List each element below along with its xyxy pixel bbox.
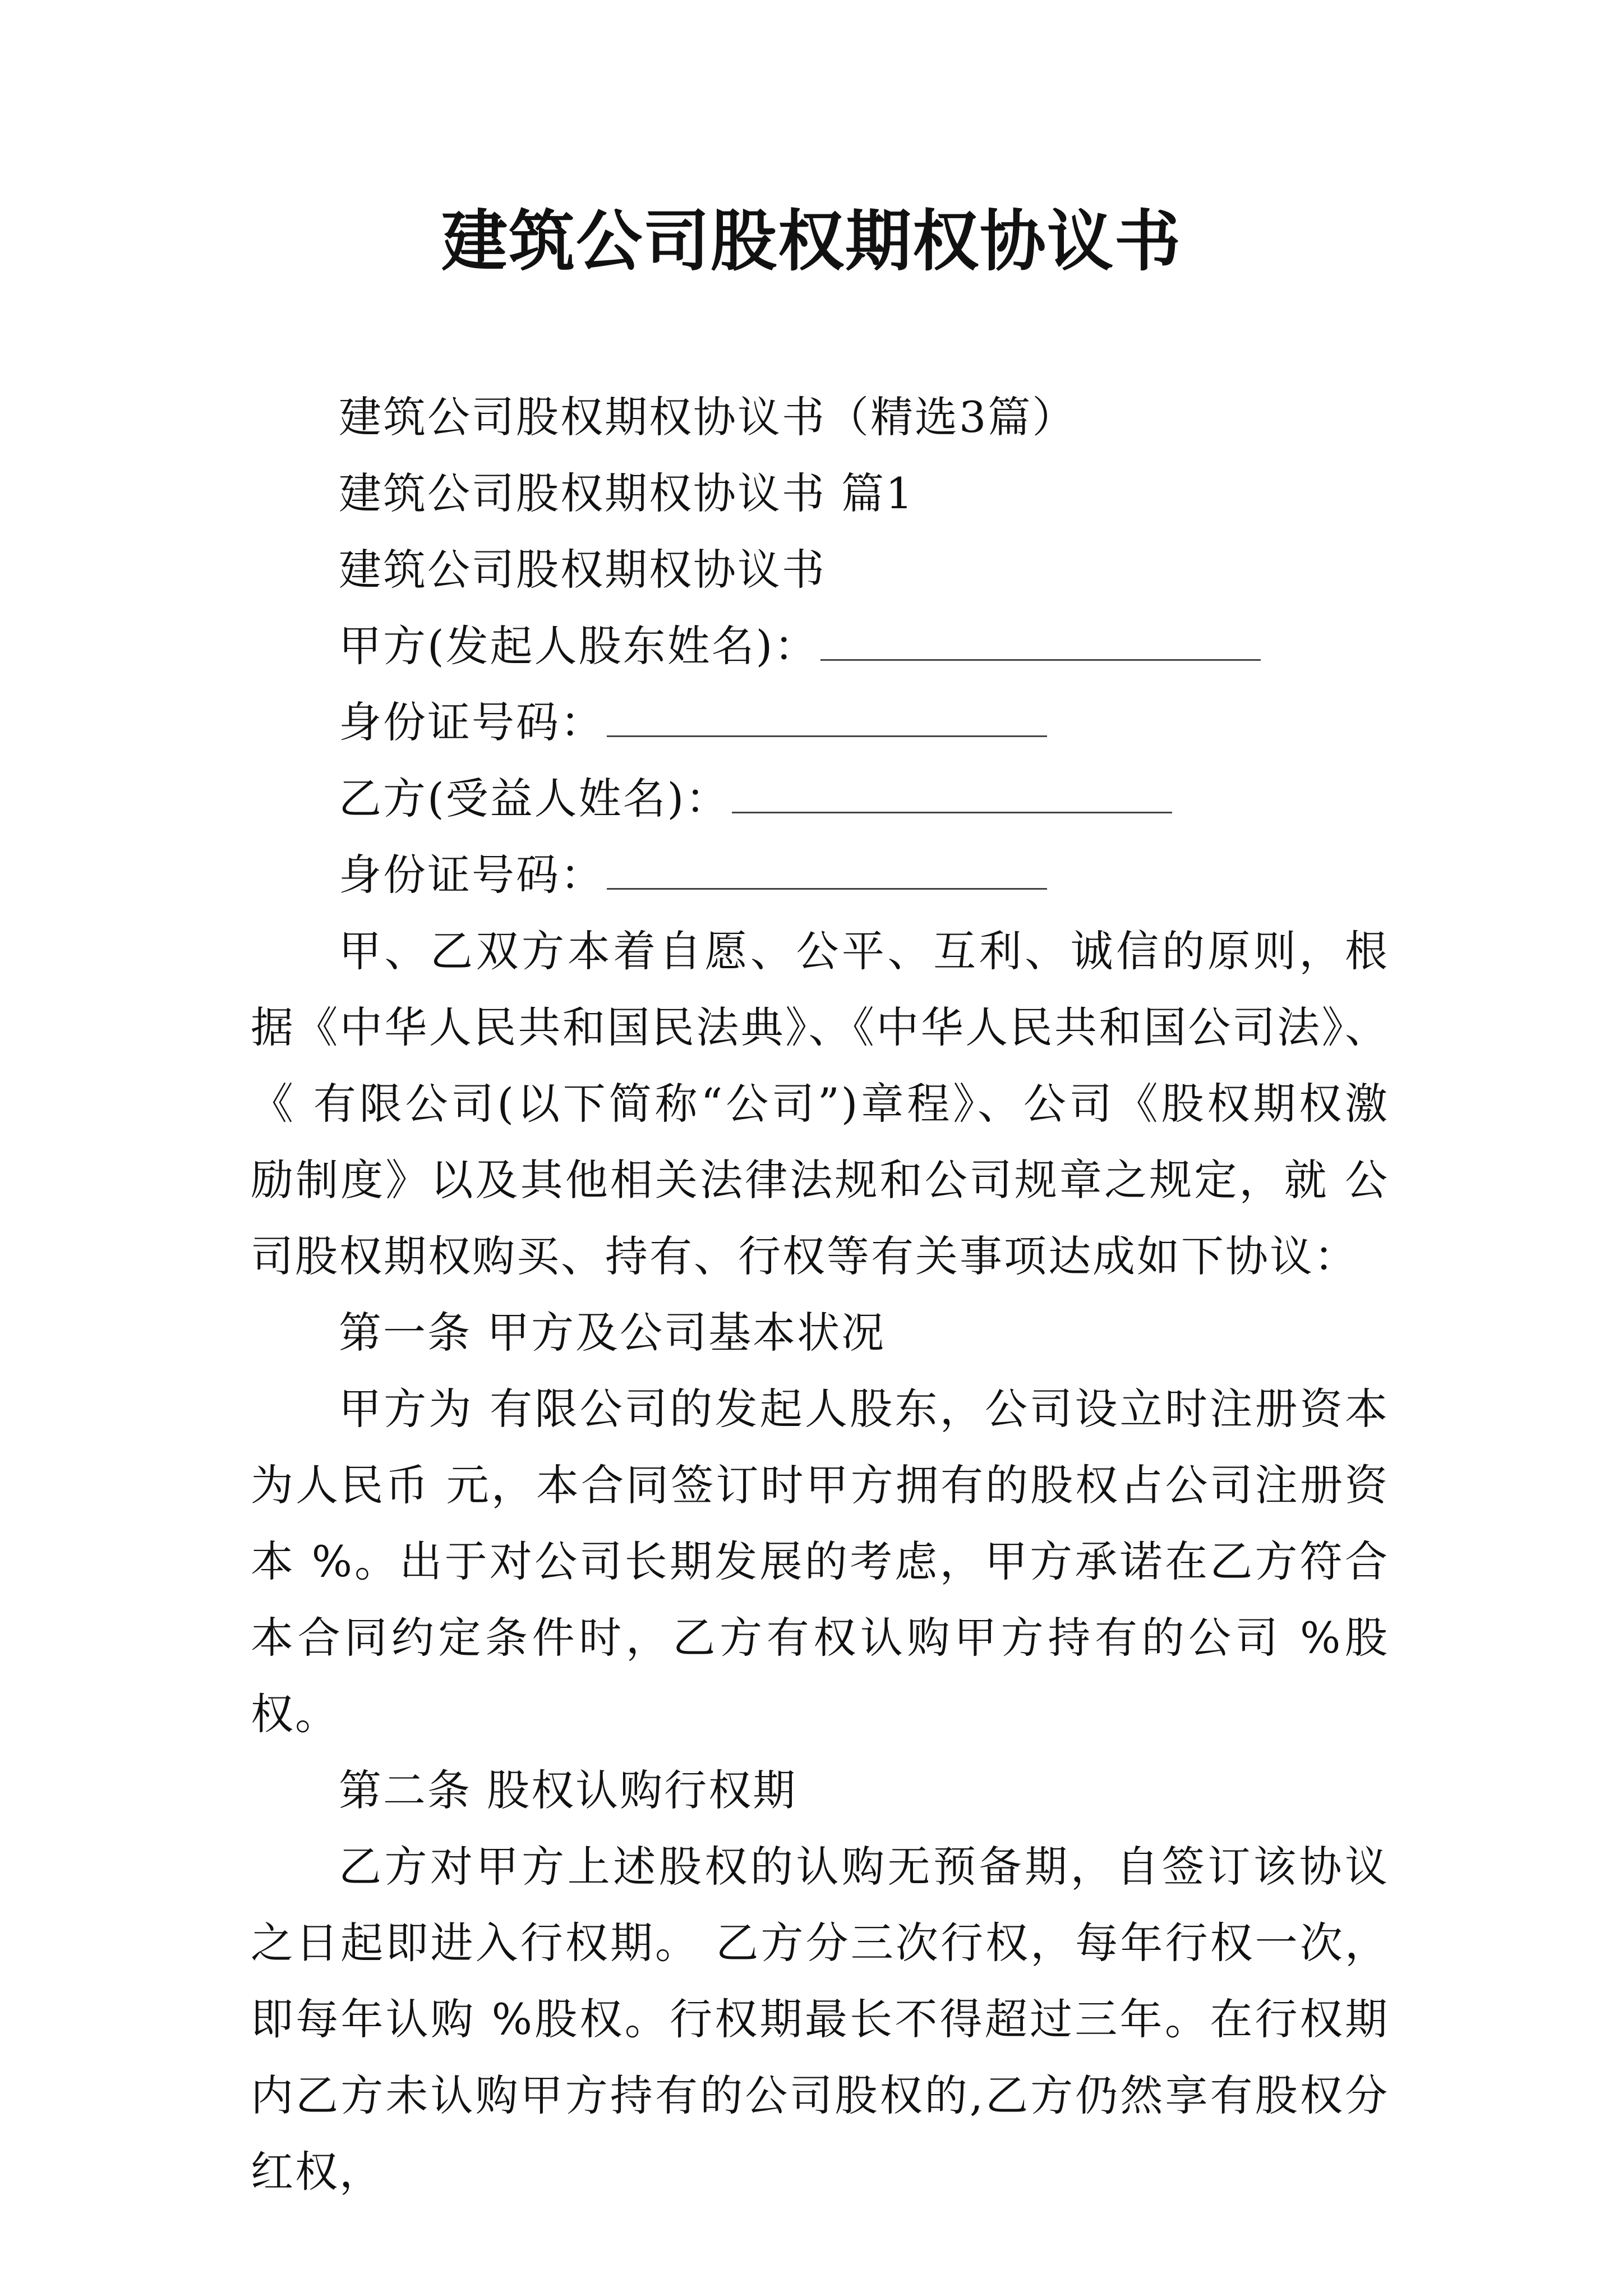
document-body: [251, 379, 1389, 2210]
id-line-2: [251, 837, 1389, 913]
party-a-line: [251, 608, 1389, 684]
id-blank-2: [607, 854, 1047, 890]
party-b-label: 乙方(受益人姓名)：: [339, 774, 730, 823]
document-title: 建筑公司股权期权协议书: [441, 202, 1182, 280]
article-1-title: 第一条 甲方及公司基本状况: [339, 1308, 886, 1358]
article-2-text: 乙方对甲方上述股权的认购无预备期，自签订该协议之日起即进入行权期。 乙方分三次行权，每年行权一次，即每年认购 %股权。行权期最长不得超过三年。在行权期内乙方未认购甲方持有的公司股权的,乙方仍然享有股权分红权，: [251, 1842, 1389, 2197]
id-blank-1: [607, 702, 1047, 737]
article-2-title: 第二条 股权认购行权期: [339, 1765, 797, 1815]
subtitle: 建筑公司股权期权协议书（精选3篇）: [339, 392, 1077, 442]
id-label-1: 身份证号码：: [339, 697, 605, 747]
intro-paragraph: 甲、乙双方本着自愿、公平、互利、诚信的原则，根据《中华人民共和国民法典》、《中华人民共和国公司法》、《 有限公司(以下简称“公司”)章程》、公司《股权期权激励制度》以及其他相关法律法规和公司规章之规定，就 公司股权期权购买、持有、行权等有关事项达成如下协议：: [251, 926, 1389, 1281]
party-a-label: 甲方(发起人股东姓名)：: [339, 621, 819, 671]
party-b-blank: [732, 778, 1172, 813]
party-b-line: [251, 761, 1389, 837]
id-line-1: [251, 684, 1389, 761]
party-a-blank: [820, 625, 1261, 661]
part-heading: 建筑公司股权期权协议书 篇1: [339, 468, 915, 518]
id-label-2: 身份证号码：: [339, 850, 605, 900]
article-1-text: 甲方为 有限公司的发起人股东，公司设立时注册资本为人民币 元，本合同签订时甲方拥有的股权占公司注册资本 %。出于对公司长期发展的考虑，甲方承诺在乙方符合本合同约定条件时，乙方有权认购甲方持有的公司 %股权。: [251, 1384, 1389, 1739]
doc-name: 建筑公司股权期权协议书: [339, 545, 826, 595]
